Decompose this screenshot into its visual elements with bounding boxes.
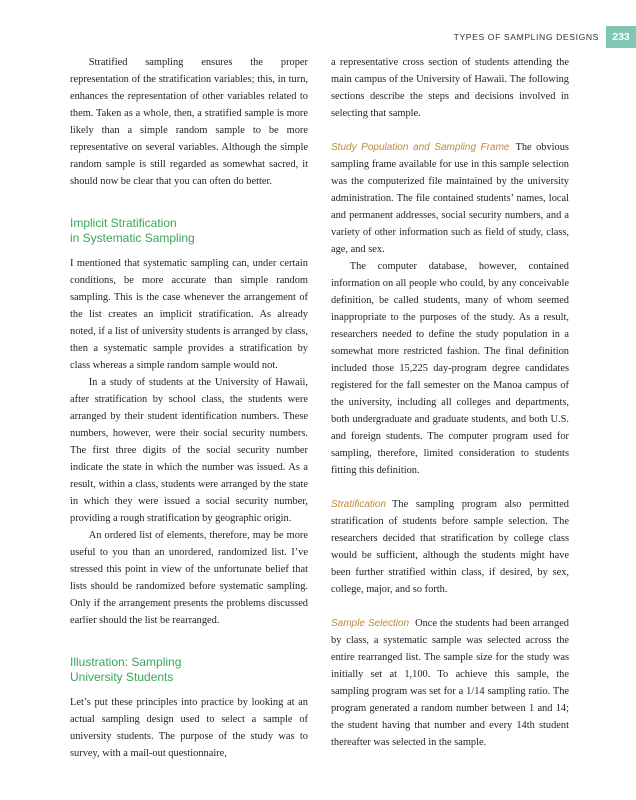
section-heading bbox=[70, 216, 308, 246]
heading-line: Illustration: Sampling bbox=[70, 655, 182, 669]
paragraph-text: Once the students had been arranged by class, a systematic sample was selected across the entire rearranged list. The sample size for the study was initially set at 1,100. To achieve this sample, the sampling program was set for a 1/14 sampling ratio. The program generated a random number between 1 and 14; the student having that number and every 14th student thereafter was selected in the sample. bbox=[331, 618, 570, 748]
page-header bbox=[454, 26, 636, 48]
left-column bbox=[70, 54, 308, 762]
paragraph: An ordered list of elements, therefore, may be more useful to you than an unordered, randomized list. I’ve stressed this point in view of the unfortunate belief that lists should be randomized before systematic sampling. Only if the arrangement presents the problems discussed earlier should the list be rearranged. bbox=[70, 530, 308, 626]
heading-line: University Students bbox=[70, 670, 174, 684]
right-column bbox=[331, 54, 569, 751]
page-number: 233 bbox=[606, 26, 636, 48]
section-heading bbox=[70, 655, 308, 685]
paragraph bbox=[331, 139, 569, 258]
paragraph: a representative cross section of students attending the main campus of the University of Hawaii. The following sections describe the steps and decisions involved in selecting that sample. bbox=[331, 57, 569, 119]
paragraph: I mentioned that systematic sampling can, under certain conditions, be more accurate than simple random sampling. This is the case whenever the arrangement of the list creates an implicit stratification. As already noted, if a list of university students is arranged by class, then a systematic sample provides a stratification by class whereas a simple random sample would not. bbox=[70, 258, 308, 371]
paragraph: In a study of students at the University of Hawaii, after stratification by school class, the students were arranged by their student identification numbers. These numbers, however, were their social security numbers. The first three digits of the social security number indicate the state in which the number was issued. As a result, within a class, students were arranged by the state in which they were issued a social security number, providing a rough stratification by geographic origin. bbox=[70, 377, 308, 524]
paragraph: Let’s put these principles into practice by looking at an actual sampling design used to select a sample of university students. The purpose of the study was to survey, with a mail-out questionnaire, bbox=[70, 697, 308, 759]
paragraph-text: The sampling program also permitted stratification of students before sample selection. The researchers decided that stratification by college class would be sufficient, although the students might have been further stratified within class, if desired, by sex, college, major, and so forth. bbox=[331, 499, 569, 595]
heading-line: in Systematic Sampling bbox=[70, 231, 195, 245]
paragraph-text: The obvious sampling frame available for use in this sample selection was the computerized file maintained by the university administration. The file contained students’ names, local and permanent addresses, social security numbers, and a variety of other information such as field of study, class, age, and sex. bbox=[331, 142, 569, 255]
run-in-heading: Stratification bbox=[331, 499, 387, 510]
heading-line: Implicit Stratification bbox=[70, 216, 177, 230]
running-title: TYPES OF SAMPLING DESIGNS bbox=[453, 32, 599, 42]
run-in-heading: Study Population and Sampling Frame bbox=[331, 142, 510, 153]
paragraph bbox=[331, 496, 569, 598]
paragraph: The computer database, however, contained information on all people who could, by any conceivable definition, be called students, many of whom seemed inappropriate to the purposes of the study. As a result, researchers needed to define the study population in a somewhat more restricted fashion. The final definition included those 15,225 day-program degree candidates registered for the fall semester on the Manoa campus of the university, including all colleges and departments, both undergraduate and graduate students, and both U.S. and foreign students. The computer program used for sampling, therefore, limited consideration to students fitting this definition. bbox=[331, 261, 569, 476]
run-in-heading: Sample Selection bbox=[331, 618, 410, 629]
paragraph bbox=[331, 615, 569, 751]
paragraph: Stratified sampling ensures the proper representation of the stratification variables; this, in turn, enhances the representation of other variables related to them. Taken as a whole, then, a stratified sample is more likely than a simple random sample to be more representative on several variables. Although the simple random sample is still regarded as somewhat sacred, it should now be clear that you can often do better. bbox=[70, 57, 308, 187]
